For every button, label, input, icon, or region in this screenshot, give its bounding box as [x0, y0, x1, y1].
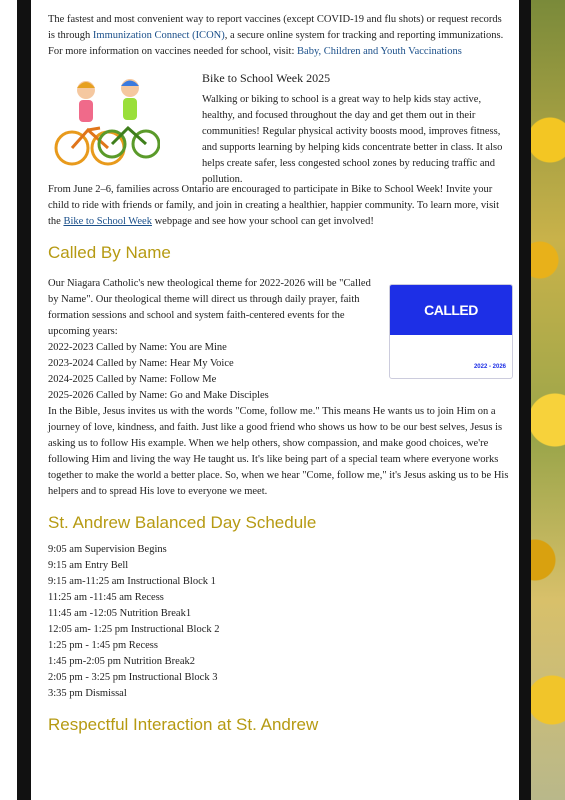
bike-after-text-end: webpage and see how your school can get involved!: [151, 216, 374, 227]
newsletter-page: [31, 0, 519, 800]
called-logo: CALLED: [424, 302, 478, 318]
frame-bar-right: [519, 0, 531, 800]
called-section: [48, 276, 510, 404]
called-year-4: 2025-2026 Called by Name: Go and Make Disciples: [48, 390, 269, 401]
newsletter-content: [48, 12, 510, 736]
schedule-item: 9:15 am-11:25 am Instructional Block 1: [48, 576, 216, 587]
called-card-years: 2022 - 2026: [473, 364, 506, 370]
bike-title: Bike to School Week 2025: [202, 71, 331, 85]
icon-link[interactable]: Immunization Connect (ICON): [92, 30, 225, 41]
bike-section: [48, 70, 510, 185]
called-year-2: 2023-2024 Called by Name: Hear My Voice: [48, 358, 234, 369]
called-by-name-card: [389, 284, 513, 379]
respect-heading: Respectful Interaction at St. Andrew: [48, 715, 319, 734]
schedule-item: 11:45 am -12:05 Nutrition Break1: [48, 608, 192, 619]
bike-after-text: From June 2–6, families across Ontario are encouraged to participate in Bike to School Week! Invite your child to ride with friends or family, and join in creating a healthier, happier community. To learn more, visit the: [48, 184, 499, 227]
bike-body: Walking or biking to school is a great way to help kids stay active, healthy, and focused throughout the day and get them out in their communities! Regular physical activity boosts mood, improves fitness, and supports learning by helping kids concentrate better in class. It also helps create safer, less congested school zones by reducing traffic and pollution.: [202, 94, 503, 185]
called-body: In the Bible, Jesus invites us with the words "Come, follow me." This means He wants us to join Him on a journey of love, kindness, and faith. Just like a good friend who shows us how to be our best selves, Jesus is asking us to follow His example. When we help others, show compassion, and make good choices, we're following Him and living the way He taught us. It's like being part of a special team where everyone works together to make the world a better place. So, when we hear "Come, follow me," it's Jesus asking us to be His helpers and to spread His love to everyone we meet.: [48, 406, 509, 497]
schedule-item: 11:25 am -11:45 am Recess: [48, 592, 164, 603]
called-heading: Called By Name: [48, 243, 171, 262]
schedule-item: 12:05 am- 1:25 pm Instructional Block 2: [48, 624, 220, 635]
called-intro: Our Niagara Catholic's new theological theme for 2022-2026 will be "Called by Name". Our theological theme will direct us through daily prayer, faith formation sessions and school and system faith-centered events for the upcoming years:: [48, 278, 371, 337]
vaccine-text-end: , a secure online system for tracking and reporting immunizations.: [224, 30, 504, 41]
schedule-item: 9:05 am Supervision Begins: [48, 544, 167, 555]
bike-text-block: [202, 70, 510, 188]
frame-bar-left: [17, 0, 31, 800]
schedule-list: [48, 542, 510, 702]
schedule-item: 2:05 pm - 3:25 pm Instructional Block 3: [48, 672, 218, 683]
schedule-item: 3:35 pm Dismissal: [48, 688, 127, 699]
kids-on-bikes-illustration: [50, 70, 160, 170]
schedule-item: 9:15 am Entry Bell: [48, 560, 129, 571]
schedule-heading: St. Andrew Balanced Day Schedule: [48, 513, 317, 532]
schedule-item: 1:45 pm-2:05 pm Nutrition Break2: [48, 656, 195, 667]
vaccine-info-text: For more information on vaccines needed for school, visit:: [48, 46, 298, 57]
called-text-block: [48, 276, 378, 404]
baby-vaccinations-link[interactable]: Baby, Children and Youth Vaccinations: [297, 46, 462, 57]
called-year-3: 2024-2025 Called by Name: Follow Me: [48, 374, 217, 385]
vaccine-text: The fastest and most convenient way to report vaccines (except COVID-19 and flu shots) or request records is through: [48, 14, 502, 41]
called-card-banner: [390, 285, 512, 335]
bike-to-school-link[interactable]: Bike to School Week: [63, 216, 152, 227]
vaccine-paragraph: [48, 12, 510, 60]
bike-after-paragraph: [48, 182, 510, 230]
schedule-item: 1:25 pm - 1:45 pm Recess: [48, 640, 158, 651]
called-year-1: 2022-2023 Called by Name: You are Mine: [48, 342, 227, 353]
